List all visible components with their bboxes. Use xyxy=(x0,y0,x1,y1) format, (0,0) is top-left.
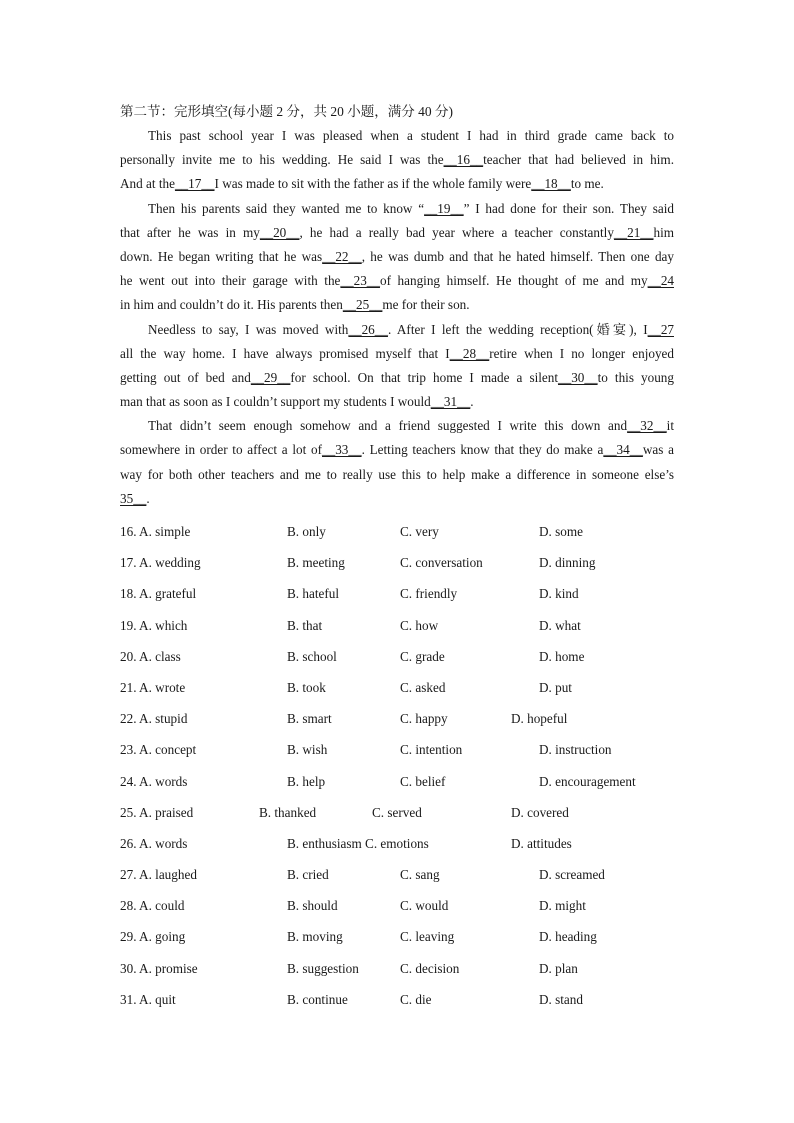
passage-line xyxy=(120,342,674,366)
question-24-options xyxy=(120,770,680,801)
option-b: B. suggestion xyxy=(287,960,359,976)
blank-32: __32__ xyxy=(627,418,667,434)
option-d: D. encouragement xyxy=(539,773,636,789)
option-b: B. only xyxy=(287,524,326,539)
blank-35: 35__ xyxy=(120,490,147,506)
question-26-options xyxy=(120,832,680,863)
passage-line xyxy=(120,318,674,342)
passage-text: , he had a really bad year where a teacher constantly xyxy=(299,224,614,240)
passage-text: me for their son. xyxy=(382,297,470,313)
option-a: 30. A. promise xyxy=(120,960,198,976)
option-a: 27. A. laughed xyxy=(120,867,197,883)
blank-17: __17__ xyxy=(174,176,215,192)
question-18-options xyxy=(120,582,680,613)
option-b: B. school xyxy=(287,648,337,664)
cloze-passage xyxy=(120,124,674,511)
option-d: D. dinning xyxy=(539,555,596,571)
option-a: 17. A. wedding xyxy=(120,555,201,571)
option-c: C. sang xyxy=(400,867,440,883)
blank-22: __22__ xyxy=(322,248,362,264)
passage-line xyxy=(120,124,674,148)
passage-text: down. He began writing that he was xyxy=(120,248,323,264)
passage-line xyxy=(120,172,674,196)
option-b: B. hateful xyxy=(287,586,340,602)
option-c: C. decision xyxy=(400,960,460,976)
blank-31: __31__ xyxy=(430,394,471,410)
passage-text: getting out of bed and xyxy=(120,369,251,385)
option-a: 29. A. going xyxy=(120,929,186,945)
blank-19: __19__ xyxy=(424,200,464,216)
passage-line xyxy=(120,245,674,269)
option-b: B. continue xyxy=(287,991,348,1007)
question-29-options xyxy=(120,925,680,956)
option-c: C. grade xyxy=(400,648,445,664)
passage-text: ” I had done for their son. They said xyxy=(463,200,674,216)
option-b: B. moving xyxy=(287,929,343,945)
passage-text: . xyxy=(146,490,150,506)
option-c: C. intention xyxy=(400,742,463,758)
passage-line xyxy=(120,148,674,172)
passage-text: it xyxy=(666,418,674,434)
question-25-options xyxy=(120,801,680,832)
option-c: C. belief xyxy=(400,773,446,789)
question-20-options xyxy=(120,645,680,676)
passage-text: that after he was in my xyxy=(120,224,260,240)
blank-18: __18__ xyxy=(531,176,571,192)
passage-text: retire when I no longer enjoyed xyxy=(489,345,674,361)
passage-text: him xyxy=(653,224,674,240)
option-d: D. attitudes xyxy=(511,835,572,851)
blank-33: __33__ xyxy=(322,442,362,458)
blank-28: __28__ xyxy=(449,345,490,361)
option-c: C. happy xyxy=(400,711,448,727)
passage-line xyxy=(120,438,674,462)
passage-text: I was made to sit with the father as if the whole family were xyxy=(214,176,532,192)
option-b: B. thanked xyxy=(259,804,317,820)
option-c: C. how xyxy=(400,617,439,633)
option-d: D. some xyxy=(539,524,583,539)
blank-29: __29__ xyxy=(250,369,291,385)
passage-text: . Letting teachers know that they do make a xyxy=(361,442,604,458)
option-c: C. very xyxy=(400,524,439,539)
passage-line xyxy=(120,197,674,221)
option-d: D. instruction xyxy=(539,742,612,758)
option-a: 28. A. could xyxy=(120,898,185,914)
option-d: D. heading xyxy=(539,929,597,945)
passage-text: Needless to say, I was moved with xyxy=(148,321,349,337)
blank-16: __16__ xyxy=(443,152,484,168)
question-16-options xyxy=(120,520,680,551)
option-a: 21. A. wrote xyxy=(120,679,186,695)
passage-line xyxy=(120,390,674,414)
passage-text: of hanging himself. He thought of me and my xyxy=(379,273,648,289)
option-a: 23. A. concept xyxy=(120,742,197,758)
passage-line xyxy=(120,487,674,511)
option-b: B. took xyxy=(287,679,326,695)
blank-27: __27 xyxy=(647,321,674,337)
question-30-options xyxy=(120,957,680,988)
option-b: B. cried xyxy=(287,867,329,883)
option-d: D. put xyxy=(539,679,572,695)
passage-text: he went out into their garage with the xyxy=(120,273,341,289)
passage-line xyxy=(120,414,674,438)
passage-text: . After I left the wedding reception(婚宴), I xyxy=(387,321,648,337)
passage-text: was a xyxy=(642,442,674,458)
passage-text: to this young xyxy=(597,369,674,385)
option-a: 24. A. words xyxy=(120,773,188,789)
blank-34: __34__ xyxy=(603,442,643,458)
passage-text: for school. On that trip home I made a silent xyxy=(290,369,559,385)
question-23-options xyxy=(120,738,680,769)
option-c: C. served xyxy=(372,804,422,820)
question-27-options xyxy=(120,863,680,894)
blank-30: __30__ xyxy=(558,369,598,385)
option-b: B. help xyxy=(287,773,326,789)
option-c: C. asked xyxy=(400,679,446,695)
passage-line xyxy=(120,463,674,487)
option-b: B. should xyxy=(287,898,338,914)
option-a: 26. A. words xyxy=(120,835,188,851)
question-28-options xyxy=(120,894,680,925)
option-d: D. might xyxy=(539,898,586,914)
passage-text: . xyxy=(470,394,474,410)
option-a: 31. A. quit xyxy=(120,991,176,1007)
option-b: B. wish xyxy=(287,742,328,758)
option-d: D. kind xyxy=(539,586,579,602)
passage-text: personally invite me to his wedding. He said I was the xyxy=(120,152,444,168)
option-d: D. hopeful xyxy=(511,711,568,727)
option-c: C. would xyxy=(400,898,449,914)
option-b: B. smart xyxy=(287,711,332,727)
blank-24: __24 xyxy=(647,273,674,289)
passage-line xyxy=(120,366,674,390)
passage-text: That didn’t seem enough somehow and a friend suggested I write this down and xyxy=(148,418,628,434)
passage-line xyxy=(120,293,674,317)
option-a: 18. A. grateful xyxy=(120,586,197,602)
option-a: 22. A. stupid xyxy=(120,711,188,727)
option-d: D. plan xyxy=(539,960,578,976)
option-d: D. stand xyxy=(539,991,583,1007)
section-title: 第二节：完形填空(每小题 2 分，共 20 小题，满分 40 分) xyxy=(120,104,453,119)
passage-text: way for both other teachers and me to really use this to help make a difference in someone else’s xyxy=(120,466,674,482)
passage-line xyxy=(120,221,674,245)
answer-options xyxy=(120,520,680,1019)
passage-text: all the way home. I have always promised myself that I xyxy=(120,345,450,361)
question-31-options xyxy=(120,988,680,1019)
option-c: C. leaving xyxy=(400,929,455,945)
passage-text: man that as soon as I couldn’t support my students I would xyxy=(120,394,431,410)
option-b: B. meeting xyxy=(287,555,345,571)
question-22-options xyxy=(120,707,680,738)
passage-text: to me. xyxy=(570,176,604,192)
option-c: C. die xyxy=(400,991,432,1007)
blank-23: __23__ xyxy=(340,273,380,289)
passage-line xyxy=(120,269,674,293)
blank-25: __25__ xyxy=(342,297,383,313)
option-a: 20. A. class xyxy=(120,648,181,664)
question-21-options xyxy=(120,676,680,707)
option-a: 25. A. praised xyxy=(120,804,194,820)
option-d: D. what xyxy=(539,617,581,633)
passage-text: Then his parents said they wanted me to know “ xyxy=(148,200,425,216)
option-a: 19. A. which xyxy=(120,617,188,633)
blank-26: __26__ xyxy=(348,321,388,337)
option-d: D. screamed xyxy=(539,867,605,883)
question-17-options xyxy=(120,551,680,582)
passage-text: somewhere in order to affect a lot of xyxy=(120,442,322,458)
passage-text: , he was dumb and that he hated himself. Then one day xyxy=(361,248,674,264)
passage-text: in him and couldn’t do it. His parents then xyxy=(120,297,343,313)
option-b-c: B. enthusiasm C. emotions xyxy=(287,835,429,851)
option-c: C. conversation xyxy=(400,555,483,571)
option-d: D. home xyxy=(539,648,585,664)
blank-20: __20__ xyxy=(259,224,300,240)
passage-text: teacher that had believed in him. xyxy=(483,152,674,168)
passage-text: And at the xyxy=(120,176,175,192)
question-19-options xyxy=(120,614,680,645)
blank-21: __21__ xyxy=(613,224,654,240)
passage-text: This past school year I was pleased when a student I had in third grade came back to xyxy=(148,128,674,143)
option-d: D. covered xyxy=(511,804,569,820)
option-c: C. friendly xyxy=(400,586,458,602)
option-a: 16. A. simple xyxy=(120,524,191,539)
option-b: B. that xyxy=(287,617,323,633)
